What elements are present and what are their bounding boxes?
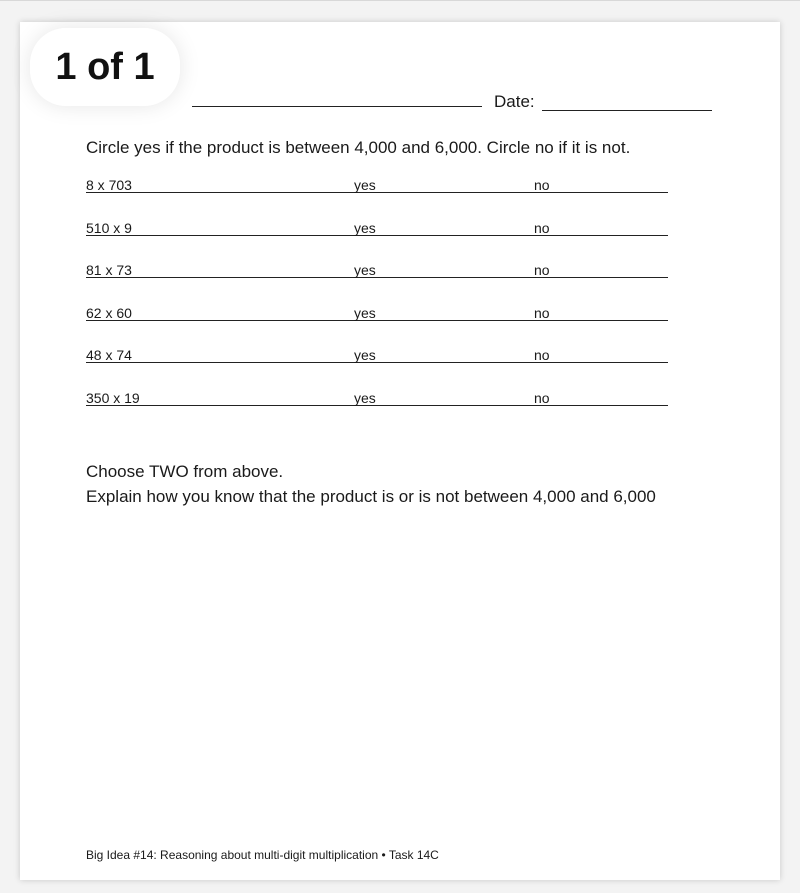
name-blank-line [192, 84, 482, 107]
yes-option: yes [354, 305, 376, 321]
problem-expression: 62 x 60 [86, 305, 132, 321]
yes-option: yes [354, 177, 376, 193]
problem-row [86, 388, 668, 406]
problem-row [86, 175, 668, 193]
no-option: no [534, 305, 550, 321]
problem-row [86, 218, 668, 236]
instructions-text: Circle yes if the product is between 4,000 and 6,000. Circle no if it is not. [86, 138, 631, 157]
explanation-prompt [86, 459, 656, 509]
no-option: no [534, 347, 550, 363]
problem-row [86, 303, 668, 321]
date-blank-line [542, 88, 712, 111]
problem-expression: 510 x 9 [86, 220, 132, 236]
problem-expression: 48 x 74 [86, 347, 132, 363]
yes-option: yes [354, 262, 376, 278]
yes-option: yes [354, 347, 376, 363]
problem-row [86, 260, 668, 278]
no-option: no [534, 220, 550, 236]
yes-option: yes [354, 390, 376, 406]
page-footer: Big Idea #14: Reasoning about multi-digit multiplication • Task 14C [86, 848, 439, 862]
page-indicator-badge: 1 of 1 [30, 28, 180, 106]
yes-option: yes [354, 220, 376, 236]
no-option: no [534, 390, 550, 406]
date-label: Date: [494, 92, 535, 111]
problem-expression: 8 x 703 [86, 177, 132, 193]
viewer-top-divider [0, 0, 800, 1]
prompt-line-1: Choose TWO from above. [86, 462, 284, 481]
problem-expression: 81 x 73 [86, 262, 132, 278]
no-option: no [534, 262, 550, 278]
problem-expression: 350 x 19 [86, 390, 140, 406]
problem-row [86, 345, 668, 363]
prompt-line-2: Explain how you know that the product is or is not between 4,000 and 6,000 [86, 487, 656, 506]
no-option: no [534, 177, 550, 193]
worksheet-page [20, 22, 780, 880]
